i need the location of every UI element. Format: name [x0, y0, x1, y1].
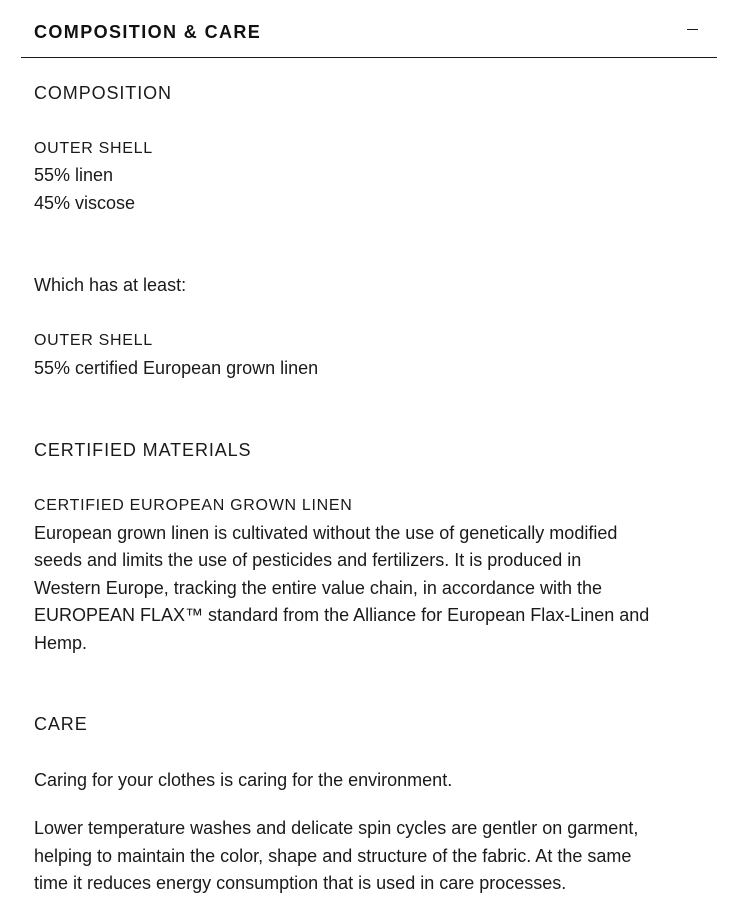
certified-linen-subheading: CERTIFIED EUROPEAN GROWN LINEN [34, 497, 353, 514]
accordion-header[interactable] [21, 0, 717, 58]
certified-linen-description-line: European grown linen is cultivated without the use of genetically modified [34, 523, 618, 543]
care-description-line: time it reduces energy consumption that is used in care processes. [34, 873, 567, 893]
care-heading: CARE [34, 714, 88, 734]
certified-materials-heading: CERTIFIED MATERIALS [34, 440, 252, 460]
material-line: 55% linen [34, 165, 114, 185]
accordion-title: COMPOSITION & CARE [34, 22, 262, 42]
material-line: 45% viscose [34, 193, 136, 213]
composition-heading: COMPOSITION [34, 83, 172, 103]
care-description-line: Lower temperature washes and delicate spin cycles are gentler on garment, [34, 818, 639, 838]
certified-linen-description-line: seeds and limits the use of pesticides and fertilizers. It is produced in [34, 550, 582, 570]
certified-material-line: 55% certified European grown linen [34, 358, 319, 378]
care-description-line: helping to maintain the color, shape and structure of the fabric. At the same [34, 846, 632, 866]
minus-icon[interactable] [685, 18, 705, 38]
certified-linen-description-line: Western Europe, tracking the entire value chain, in accordance with the [34, 578, 602, 598]
certified-linen-description-line: EUROPEAN FLAX™ standard from the Alliance for European Flax-Linen and [34, 605, 650, 625]
certified-linen-description-line: Hemp. [34, 633, 88, 653]
outer-shell-label: OUTER SHELL [34, 140, 153, 157]
certified-outer-shell-label: OUTER SHELL [34, 332, 153, 349]
care-intro: Caring for your clothes is caring for the environment. [34, 770, 453, 790]
minimum-content-intro: Which has at least: [34, 275, 187, 295]
